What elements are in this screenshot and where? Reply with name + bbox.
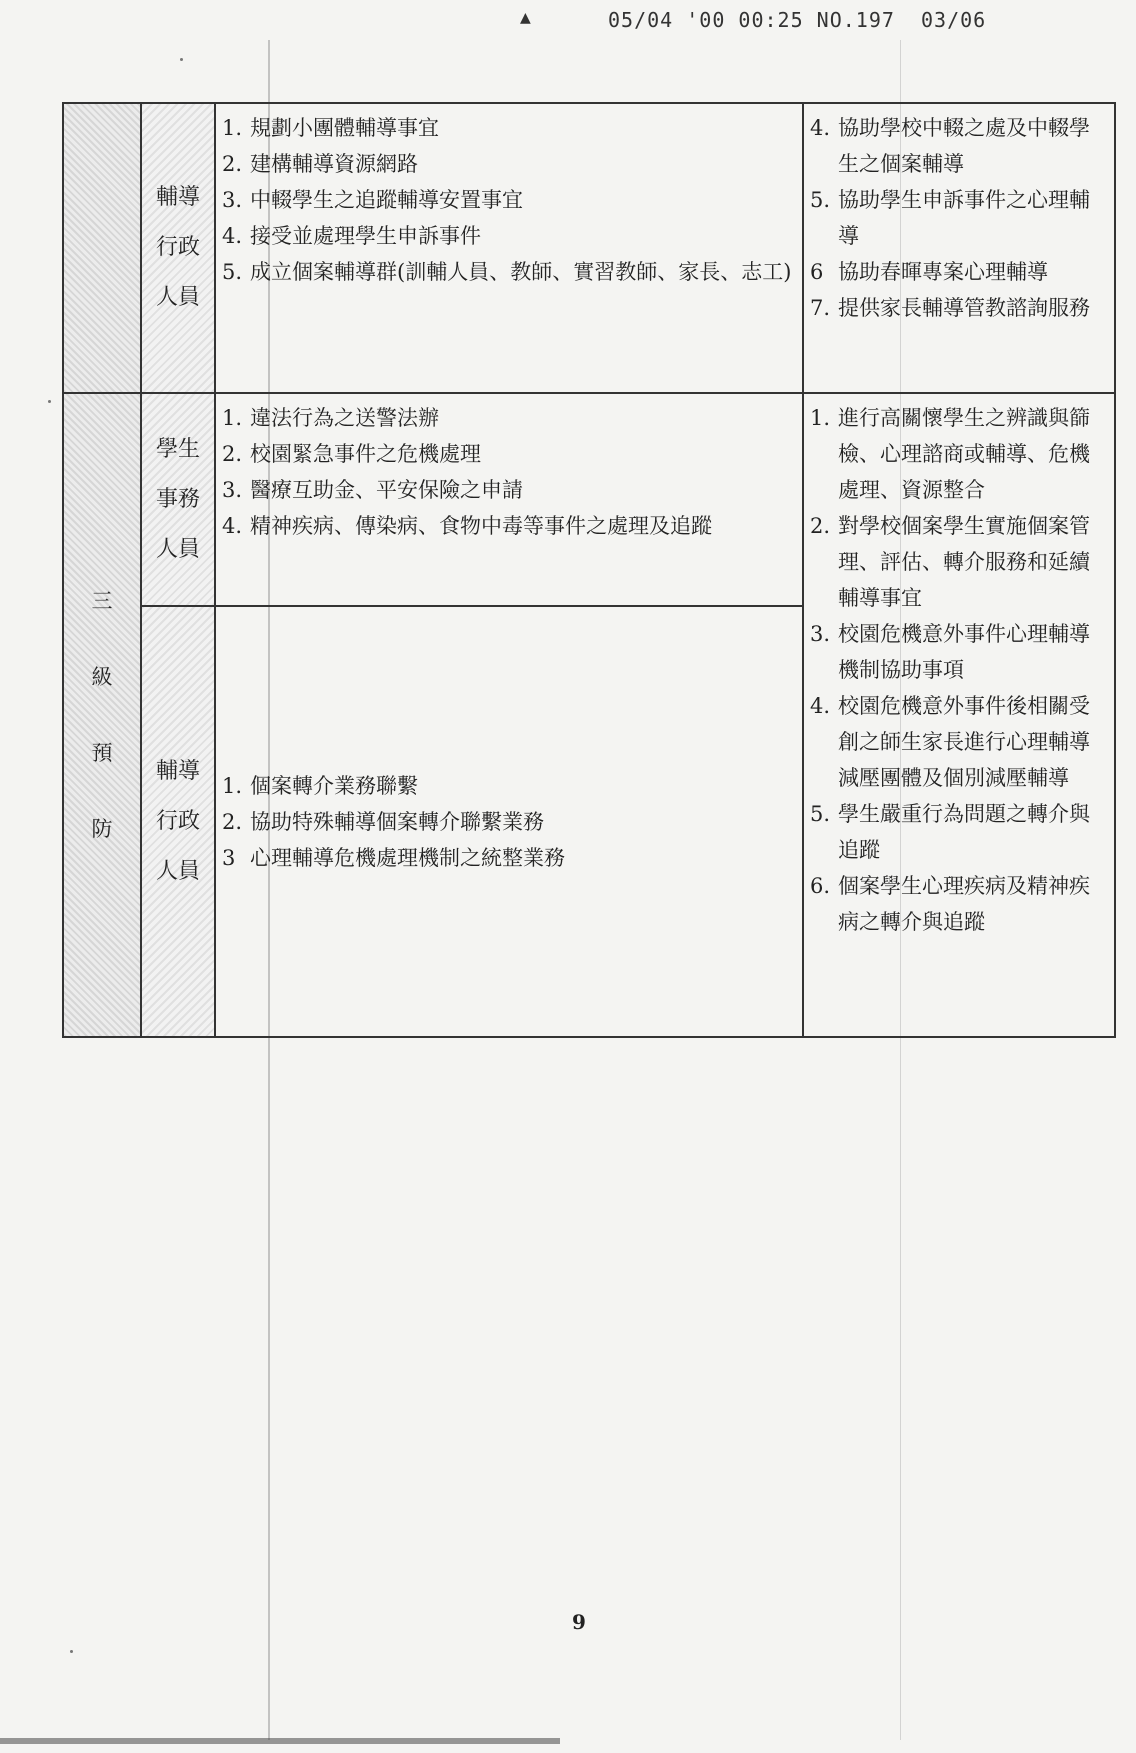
level-cell-blank	[63, 103, 141, 393]
role-label: 行政	[155, 808, 200, 834]
role-label: 輔導	[155, 185, 200, 210]
level-label: 防	[91, 817, 113, 841]
scan-speck	[70, 1650, 73, 1653]
duties-cell	[215, 103, 803, 393]
scan-speck	[48, 400, 51, 403]
table-row	[63, 103, 1115, 393]
list-item: 5. 學生嚴重行為問題之轉介與追蹤	[810, 802, 1090, 862]
list-item: 2. 協助特殊輔導個案轉介聯繫業務	[222, 809, 544, 834]
table-row	[63, 393, 1115, 606]
level-label: 三	[91, 589, 113, 613]
list-item: 1. 違法行為之送警法辦	[222, 406, 439, 430]
role-label: 行政	[155, 235, 200, 260]
list-item: 1. 個案轉介業務聯繫	[222, 773, 418, 798]
list-item: 1. 進行高關懷學生之辨識與篩檢、心理諮商或輔導、危機處理、資源整合	[810, 406, 1090, 502]
list-item: 2. 對學校個案學生實施個案管理、評估、轉介服務和延續輔導事宜	[810, 514, 1090, 610]
level-label: 級	[91, 665, 113, 689]
list-item: 7. 提供家長輔導管教諮詢服務	[810, 296, 1090, 320]
list-item: 4. 精神疾病、傳染病、食物中毒等事件之處理及追蹤	[222, 514, 712, 538]
list-item: 3. 醫療互助金、平安保險之申請	[222, 478, 523, 502]
list-item: 4. 校園危機意外事件後相關受創之師生家長進行心理輔導減壓團體及個別減壓輔導	[810, 694, 1090, 790]
fax-mark: ▲	[520, 10, 531, 26]
role-cell	[141, 103, 215, 393]
list-item: 6 協助春暉專案心理輔導	[810, 260, 1048, 284]
counseling-duties-cell	[803, 393, 1115, 1037]
role-label: 輔導	[155, 758, 200, 784]
list-item: 4. 協助學校中輟之處及中輟學生之個案輔導	[810, 116, 1090, 176]
role-cell	[141, 606, 215, 1037]
list-item: 2. 校園緊急事件之危機處理	[222, 442, 481, 466]
list-item: 5. 協助學生申訴事件之心理輔導	[810, 188, 1090, 248]
duties-cell	[215, 606, 803, 1037]
list-item: 1. 規劃小團體輔導事宜	[222, 116, 439, 140]
role-label: 人員	[155, 536, 200, 562]
list-item: 2. 建構輔導資源網路	[222, 152, 418, 176]
role-cell	[141, 393, 215, 606]
duties-cell	[215, 393, 803, 606]
scan-artifact-edge	[0, 1738, 560, 1744]
list-item: 3. 校園危機意外事件心理輔導機制協助事項	[810, 622, 1090, 682]
counseling-duties-cell	[803, 103, 1115, 393]
list-item: 3. 中輟學生之追蹤輔導安置事宜	[222, 188, 523, 212]
scan-speck	[180, 58, 183, 61]
role-label: 人員	[155, 858, 200, 884]
prevention-table	[62, 102, 1116, 1038]
fax-header: 05/04 '00 00:25 NO.197 03/06	[608, 8, 987, 32]
role-label: 學生	[155, 436, 200, 462]
list-item: 6. 個案學生心理疾病及精神疾病之轉介與追蹤	[810, 874, 1090, 934]
page-number: 9	[572, 1610, 586, 1634]
level-label: 預	[91, 741, 113, 765]
list-item: 5. 成立個案輔導群(訓輔人員、教師、實習教師、家長、志工)	[222, 260, 792, 284]
role-label: 人員	[155, 285, 200, 310]
list-item: 3 心理輔導危機處理機制之統整業務	[222, 845, 565, 870]
list-item: 4. 接受並處理學生申訴事件	[222, 224, 481, 248]
level-cell	[63, 393, 141, 1037]
role-label: 事務	[155, 486, 200, 512]
